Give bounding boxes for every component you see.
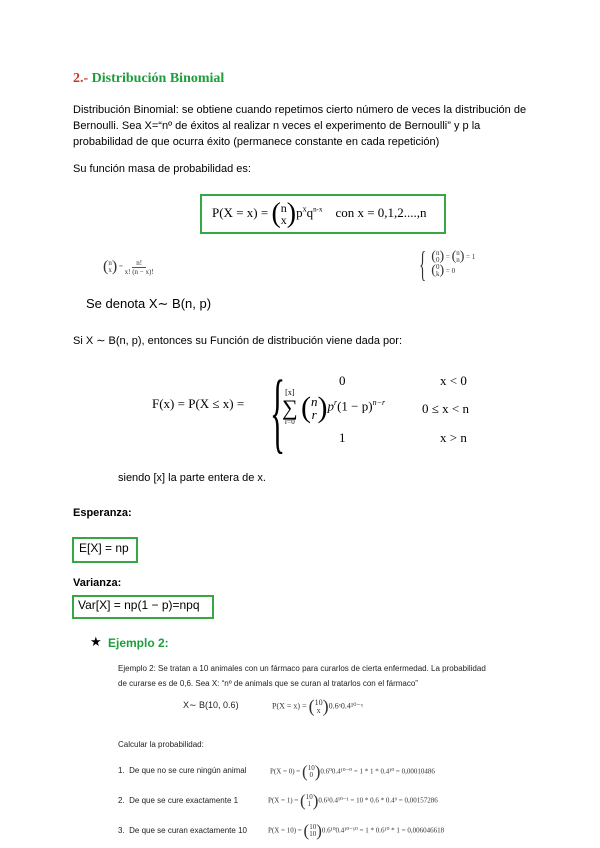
item-lhs: P(X = 0) = bbox=[270, 767, 301, 776]
pmf-lhs: P(X = x) = bbox=[212, 204, 269, 220]
cdf-sum-expression: [x] ∑ r=0 ( n r ) $p^r(1 - p)^{n-r}$ bbox=[282, 388, 386, 426]
cond2-rhs: = 0 bbox=[445, 267, 456, 275]
pmf-binom-top: n bbox=[280, 201, 287, 215]
example-formula: P(X = x) = ( 10 x ) 0.6ˣ0.4¹⁰⁻ˣ bbox=[272, 696, 364, 716]
pmf-binomial: ( n x ) bbox=[271, 198, 297, 229]
binom-def-den: x! (n − x)! bbox=[124, 267, 154, 276]
cdf-row1-condition: x < 0 bbox=[440, 373, 467, 388]
cond1-bottom: 0 bbox=[435, 256, 440, 264]
binom-def-bottom: x bbox=[108, 266, 112, 274]
star-icon: ★ bbox=[90, 634, 102, 649]
pmf-intro: Su función masa de probabilidad es: bbox=[73, 163, 251, 175]
sigma-icon: ∑ bbox=[282, 395, 298, 420]
item-top: 10 bbox=[305, 793, 313, 801]
binom-def-top: n bbox=[108, 259, 112, 267]
item-rhs: 0.6¹0.4¹⁰⁻¹ = 10 * 0.6 * 0.4⁹ = 0,00157286 bbox=[318, 796, 438, 805]
cdf-brace: { bbox=[270, 363, 286, 462]
cdf-row3-condition: x > n bbox=[440, 430, 467, 445]
cdf-binom-bottom: r bbox=[311, 406, 317, 422]
item-number: 3. bbox=[118, 826, 125, 835]
example-item-3-formula: P(X = 10) = ( 10 10 ) 0.6¹⁰0.4¹⁰⁻¹⁰ = 1 * 0.6¹⁰ * 1 = 0,006046618 bbox=[268, 821, 445, 840]
item-text: De que no se cure ningún animal bbox=[129, 766, 247, 775]
calc-heading: Calcular la probabilidad: bbox=[118, 740, 204, 749]
example-item-1 bbox=[118, 766, 247, 775]
varianza-formula: Var[X] = np(1 − p)=npq bbox=[78, 598, 200, 612]
example-formula-rhs: 0.6ˣ0.4¹⁰⁻ˣ bbox=[328, 701, 364, 711]
cond1-rhs: = 1 bbox=[466, 252, 476, 261]
cdf-row1-value: 0 bbox=[339, 373, 346, 388]
esperanza-heading: Esperanza: bbox=[73, 507, 132, 519]
cdf-p-exp: r bbox=[333, 398, 338, 408]
example-item-2 bbox=[118, 796, 238, 805]
item-lhs: P(X = 1) = bbox=[268, 796, 299, 805]
binom-def-eq: = bbox=[118, 262, 123, 271]
section-number: 2.- bbox=[73, 71, 89, 86]
item-top: 10 bbox=[307, 764, 315, 772]
binomial-coefficient-definition: ( n x ) = $\frac{n!}{x! (n - x)!}$ bbox=[103, 258, 154, 276]
cond2-top: 0 bbox=[435, 263, 440, 272]
denotation-line: Se denota X∼ B(n, p) bbox=[86, 296, 212, 311]
item-bottom: 10 bbox=[309, 830, 317, 838]
cdf-sum-bottom: r=0 bbox=[284, 418, 295, 426]
cdf-lhs: F(x) = P(X ≤ x) = bbox=[152, 396, 245, 411]
pmf-q: q bbox=[306, 204, 314, 220]
esperanza-formula: E[X] = np bbox=[79, 541, 129, 555]
item-number: 2. bbox=[118, 796, 125, 805]
example-formula-bottom: x bbox=[316, 705, 321, 715]
item-lhs: P(X = 10) = bbox=[268, 826, 302, 835]
binomial-conditions: { ( n 0 ) = ( n n ) = 1 ( 0 k ) = 0 bbox=[419, 244, 476, 284]
example-formula-top: 10 bbox=[314, 697, 323, 707]
pmf-p: p bbox=[296, 204, 303, 220]
item-text: De que se curan exactamente 10 bbox=[129, 826, 247, 835]
cond2-bottom: k bbox=[435, 270, 440, 279]
intro-paragraph: Distribución Binomial: se obtiene cuando repetimos cierto número de veces la distribución de Bernoulli. Sea X=“nº de éxitos al realizar n veces el experimento de Bernoulli” y p la probabilidad de que ocurra éxito (permanece constante en cada repetición) bbox=[73, 104, 527, 148]
example-title: Ejemplo 2: bbox=[108, 636, 169, 650]
pmf-range: con x = 0,1,2....,n bbox=[335, 204, 427, 220]
cdf-q-exp: n−r bbox=[372, 398, 386, 408]
cdf-p: p bbox=[327, 398, 334, 414]
binom-def-num: n! bbox=[132, 259, 146, 268]
section-title bbox=[73, 71, 224, 87]
example-text: Ejemplo 2: Se tratan a 10 animales con un fármaco para curarlos de cierta enfermedad. La probabilidad de curarse es de 0,6. Sea X: “nº de animals que se curan al tratarlos con el fármaco” bbox=[118, 664, 486, 688]
item-number: 1. bbox=[118, 766, 125, 775]
cond1-top: n bbox=[435, 249, 440, 257]
integer-part-note: siendo [x] la parte entera de x. bbox=[118, 472, 266, 484]
cdf-row3-value: 1 bbox=[339, 430, 346, 445]
cond1-rtop: n bbox=[456, 249, 460, 257]
pmf-q-exp: n-x bbox=[313, 205, 323, 214]
pmf-binom-bottom: x bbox=[280, 213, 287, 227]
item-top: 10 bbox=[309, 823, 317, 831]
example-distribution: X∼ B(10, 0.6) bbox=[183, 700, 239, 710]
section-title-text: Distribución Binomial bbox=[91, 71, 225, 86]
item-text: De que se cure exactamente 1 bbox=[129, 796, 239, 805]
item-bottom: 0 bbox=[309, 771, 313, 779]
item-rhs: 0.6⁰0.4¹⁰⁻⁰ = 1 * 1 * 0.4¹⁰ = 0,00010486 bbox=[320, 767, 435, 776]
varianza-heading: Varianza: bbox=[73, 577, 122, 589]
cond1-rbottom: n bbox=[456, 256, 460, 264]
example-item-1-formula: P(X = 0) = ( 10 0 ) 0.6⁰0.4¹⁰⁻⁰ = 1 * 1 * 0.4¹⁰ = 0,00010486 bbox=[270, 762, 435, 781]
cdf-intro: Si X ∼ B(n, p), entonces su Función de distribución viene dada por: bbox=[73, 335, 403, 347]
cdf-one-minus-p: (1 − p) bbox=[337, 398, 373, 414]
example-item-3 bbox=[118, 826, 247, 835]
cdf-row2-condition: 0 ≤ x < n bbox=[422, 401, 469, 416]
cdf-binom-top: n bbox=[310, 393, 318, 409]
example-item-2-formula: P(X = 1) = ( 10 1 ) 0.6¹0.4¹⁰⁻¹ = 10 * 0.6 * 0.4⁹ = 0,00157286 bbox=[268, 791, 438, 810]
item-rhs: 0.6¹⁰0.4¹⁰⁻¹⁰ = 1 * 0.6¹⁰ * 1 = 0,006046618 bbox=[321, 826, 445, 835]
cond1-eq: = bbox=[445, 252, 450, 261]
example-formula-lhs: P(X = x) = bbox=[272, 701, 307, 711]
pmf-formula bbox=[212, 198, 427, 230]
cdf-sum-top: [x] bbox=[285, 388, 295, 397]
item-bottom: 1 bbox=[307, 800, 311, 808]
pmf-p-exp: x bbox=[302, 204, 307, 214]
